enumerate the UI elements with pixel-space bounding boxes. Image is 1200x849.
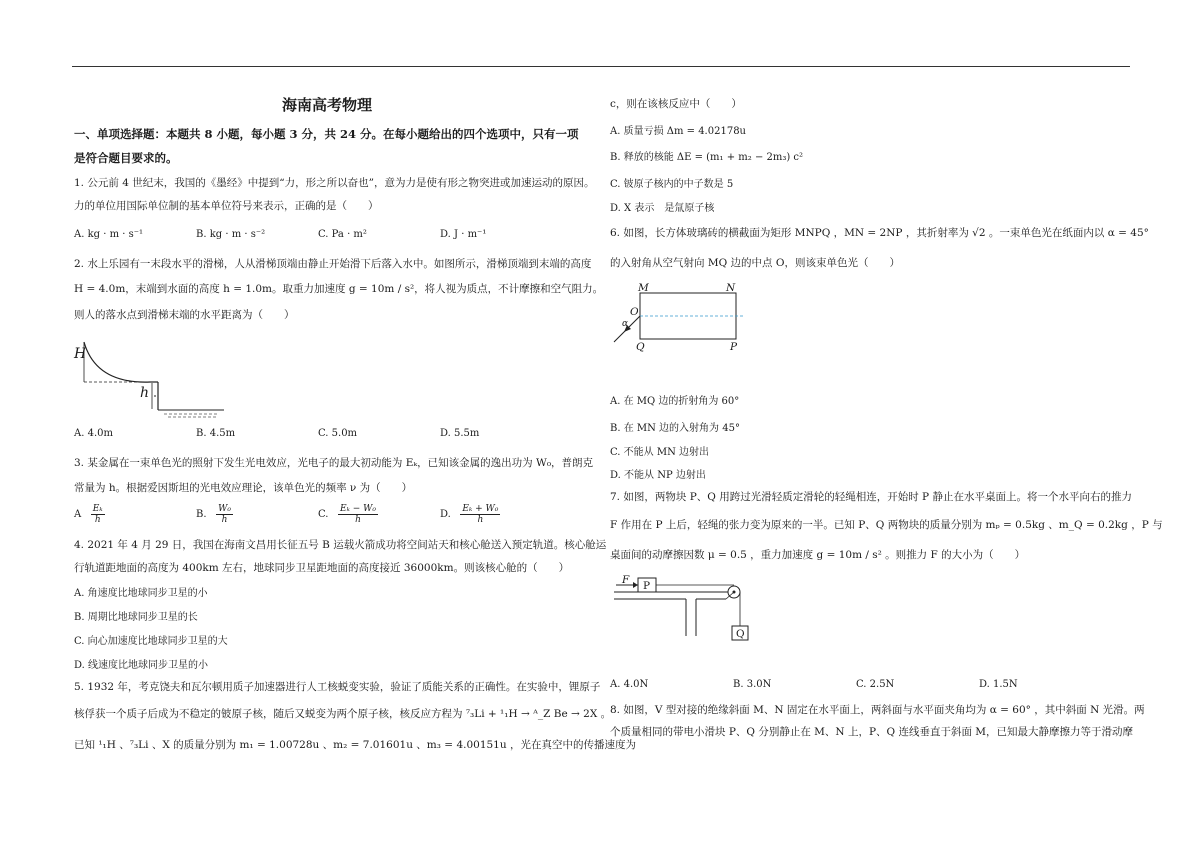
q3-option-a-letter: A bbox=[74, 509, 82, 520]
q3-option-a bbox=[74, 504, 105, 525]
q3-option-a-num: Eₖ bbox=[92, 504, 103, 514]
q3-option-c-den: h bbox=[355, 515, 361, 525]
q7-stem-line3: 桌面间的动摩擦因数 μ = 0.5 ，重力加速度 g = 10m / s² 。则推力 F 的大小为（ ） bbox=[610, 549, 1026, 561]
q3-option-c-num: Eₖ − W₀ bbox=[340, 504, 377, 514]
q7-label-F: F bbox=[622, 574, 630, 586]
q1-stem-line1: 1. 公元前 4 世纪末，我国的《墨经》中提到“力，形之所以奋也”，意为力是使有形之物突进或加速运动的原因。 bbox=[74, 177, 595, 189]
q2-label-H: H bbox=[74, 346, 87, 362]
q6-glass-brick-figure bbox=[610, 286, 760, 358]
q6-stem-line1: 6. 如图，长方体玻璃砖的横截面为矩形 MNPQ ，MN = 2NP ，其折射率为 √2 。一束单色光在纸面内以 α = 45° bbox=[610, 227, 1149, 239]
q8-stem-line1: 8. 如图，V 型对接的绝缘斜面 M、N 固定在水平面上，两斜面与水平面夹角均为 α = 60° ，其中斜面 N 光滑。两 bbox=[610, 704, 1145, 716]
q5-stem-line2: 核俘获一个质子后成为不稳定的铍原子核，随后又蜕变为两个原子核，核反应方程为 ⁷₃Li + ¹₁H → ᴬ_Z Be → 2X 。 bbox=[74, 708, 612, 720]
q3-option-b bbox=[196, 504, 233, 525]
q2-stem-line3: 则人的落水点到滑梯末端的水平距离为（ ） bbox=[74, 309, 295, 321]
q3-option-d-letter: D. bbox=[440, 509, 451, 520]
q7-label-P: P bbox=[643, 580, 651, 592]
q2-option-d: D. 5.5m bbox=[440, 428, 480, 439]
q4-option-b: B. 周期比地球同步卫星的长 bbox=[74, 612, 198, 623]
q2-slide-figure bbox=[74, 336, 234, 418]
q3-stem-line1: 3. 某金属在一束单色光的照射下发生光电效应，光电子的最大初动能为 Eₖ，已知该金属的逸出功为 W₀，普朗克 bbox=[74, 457, 594, 469]
q5-option-b: B. 释放的核能 ΔE = (m₁ + m₂ − 2m₃) c² bbox=[610, 152, 804, 163]
q1-option-a: A. kg · m · s⁻¹ bbox=[74, 229, 144, 240]
q5-option-a: A. 质量亏损 Δm = 4.02178u bbox=[610, 126, 746, 137]
q4-stem-line2: 行轨道距地面的高度为 400km 左右，地球同步卫星距地面的高度接近 36000km。则该核心舱的（ ） bbox=[74, 562, 570, 574]
q5-option-c: C. 铍原子核内的中子数是 5 bbox=[610, 179, 734, 190]
q4-stem-line1: 4. 2021 年 4 月 29 日，我国在海南文昌用长征五号 B 运载火箭成功将空间站天和核心舱送入预定轨道。核心舱运 bbox=[74, 539, 607, 551]
q5-option-d: D. X 表示 是氚原子核 bbox=[610, 203, 715, 214]
q2-option-a: A. 4.0m bbox=[74, 428, 113, 439]
section-heading-line1: 一、单项选择题：本题共 8 小题，每小题 3 分，共 24 分。在每小题给出的四个选项中，只有一项 bbox=[74, 127, 579, 141]
q6-option-a: A. 在 MQ 边的折射角为 60° bbox=[610, 396, 740, 407]
q3-option-b-num: W₀ bbox=[218, 504, 231, 514]
q3-option-b-den: h bbox=[221, 515, 228, 525]
q3-option-d-num: Eₖ + W₀ bbox=[462, 504, 499, 514]
q3-stem-line2: 常量为 h。根据爱因斯坦的光电效应理论，该单色光的频率 ν 为（ ） bbox=[74, 482, 413, 494]
q6-option-d: D. 不能从 NP 边射出 bbox=[610, 470, 706, 481]
header-rule bbox=[72, 66, 1130, 67]
q3-option-c bbox=[318, 504, 378, 525]
q6-label-alpha: α bbox=[622, 319, 629, 329]
q1-stem-line2: 力的单位用国际单位制的基本单位符号来表示，正确的是（ ） bbox=[74, 200, 379, 212]
q6-stem-line2: 的入射角从空气射向 MQ 边的中点 O，则该束单色光（ ） bbox=[610, 257, 900, 269]
q3-option-a-den: h bbox=[94, 515, 101, 525]
q6-option-b: B. 在 MN 边的入射角为 45° bbox=[610, 423, 740, 434]
q6-label-Q: Q bbox=[636, 341, 645, 353]
q3-option-d bbox=[440, 504, 500, 525]
page-title: 海南高考物理 bbox=[282, 96, 373, 114]
q1-option-b: B. kg · m · s⁻² bbox=[196, 229, 266, 240]
q7-label-Q: Q bbox=[736, 628, 745, 640]
q4-option-d: D. 线速度比地球同步卫星的小 bbox=[74, 660, 209, 671]
q1-option-d: D. J · m⁻¹ bbox=[440, 229, 487, 240]
q6-label-O: O bbox=[630, 306, 639, 318]
q3-option-b-letter: B. bbox=[196, 509, 207, 520]
q5-stem-line1: 5. 1932 年，考克饶夫和瓦尔顿用质子加速器进行人工核蜕变实验，验证了质能关系的正确性。在实验中，锂原子 bbox=[74, 681, 601, 693]
q7-option-d: D. 1.5N bbox=[979, 679, 1018, 690]
q5-stem-line3: 已知 ¹₁H 、⁷₃Li 、X 的质量分别为 m₁ = 1.00728u 、m₂ = 7.01601u 、m₃ = 4.00151u ，光在真空中的传播速度为 bbox=[74, 739, 636, 751]
q2-option-c: C. 5.0m bbox=[318, 428, 358, 439]
q7-option-c: C. 2.5N bbox=[856, 679, 895, 690]
q4-option-c: C. 向心加速度比地球同步卫星的大 bbox=[74, 636, 228, 647]
q2-stem-line1: 2. 水上乐园有一末段水平的滑梯，人从滑梯顶端由静止开始滑下后落入水中。如图所示，滑梯顶端到末端的高度 bbox=[74, 258, 592, 270]
q2-stem-line2: H = 4.0m，末端到水面的高度 h = 1.0m。取重力加速度 g = 10m / s²，将人视为质点，不计摩擦和空气阻力。 bbox=[74, 283, 604, 295]
q7-option-b: B. 3.0N bbox=[733, 679, 772, 690]
q1-option-c: C. Pa · m² bbox=[318, 229, 367, 240]
q6-option-c: C. 不能从 MN 边射出 bbox=[610, 447, 709, 458]
q3-option-c-letter: C. bbox=[318, 509, 329, 520]
q2-option-b: B. 4.5m bbox=[196, 428, 236, 439]
q2-label-h: h bbox=[140, 385, 150, 401]
section-heading-line2: 是符合题目要求的。 bbox=[74, 151, 178, 165]
q8-stem-line2: 个质量相同的带电小滑块 P、Q 分别静止在 M、N 上，P、Q 连线垂直于斜面 M，已知最大静摩擦力等于滑动摩 bbox=[610, 726, 1134, 738]
q7-option-a: A. 4.0N bbox=[610, 679, 649, 690]
q7-stem-line2: F 作用在 P 上后，轻绳的张力变为原来的一半。已知 P、Q 两物块的质量分别为 mₚ = 0.5kg 、m_Q = 0.2kg ，P 与 bbox=[610, 519, 1163, 531]
q3-option-d-den: h bbox=[477, 515, 484, 525]
q5-stem-continued: c，则在该核反应中（ ） bbox=[610, 98, 742, 110]
q7-stem-line1: 7. 如图，两物块 P、Q 用跨过光滑轻质定滑轮的轻绳相连，开始时 P 静止在水平桌面上。将一个水平向右的推力 bbox=[610, 491, 1132, 503]
q4-option-a: A. 角速度比地球同步卫星的小 bbox=[74, 588, 208, 599]
q6-label-N: N bbox=[726, 282, 736, 294]
q6-label-M: M bbox=[638, 282, 649, 294]
q6-label-P: P bbox=[730, 341, 738, 353]
